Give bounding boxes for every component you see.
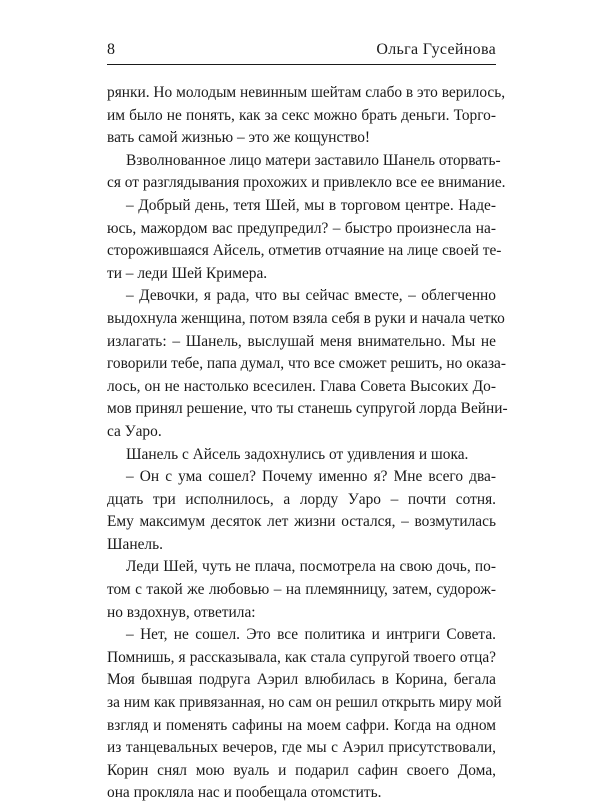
text-line: ти – леди Шей Кримера. — [107, 264, 268, 282]
text-line: Моя бывшая подруга Аэрил влюбилась в Корина, бегала — [107, 671, 496, 689]
text-line: са Уаро. — [107, 422, 162, 440]
paragraph — [107, 556, 496, 624]
text-line: том с такой же любовью – на племянницу, затем, судорож- — [107, 581, 496, 599]
text-line: – Нет, не сошел. Это все политика и интриги Совета. — [126, 626, 496, 644]
text-line: она прокляла нас и пообещала отомстить. — [107, 784, 382, 802]
paragraph — [107, 82, 506, 150]
text-line: вать самой жизнью – это же кощунство! — [107, 129, 371, 147]
text-line: взгляд и поменять сафины на моем сафри. Когда на одном — [107, 716, 496, 734]
text-line: Помнишь, я рассказывала, как стала супругой твоего отца? — [107, 648, 496, 666]
text-line: Взволнованное лицо матери заставило Шанель оторвать- — [126, 151, 501, 169]
text-line: лось, он не настолько всесилен. Глава Совета Высоких До- — [107, 377, 496, 395]
running-head-author: Ольга Гусейнова — [376, 41, 496, 58]
text-line: юсь, мажордом вас предупредил? – быстро произнесла на- — [107, 219, 496, 237]
text-line: ся от разглядывания прохожих и привлекло все ее внимание. — [107, 174, 506, 192]
text-line: Корин снял мою вуаль и подарил сафин своего Дома, — [107, 761, 496, 779]
text-line: мов принял решение, что ты станешь супругой лорда Вейни- — [107, 400, 508, 418]
text-line: выдохнула женщина, потом взяла себя в руки и начала четко — [107, 309, 505, 327]
text-line: дцать три исполнилось, а лорду Уаро – почти сотня. — [107, 490, 496, 508]
text-line: за ним как привязанная, но сам он решил открыть миру мой — [107, 694, 502, 712]
text-line: – Девочки, я рада, что вы сейчас вместе, – облегченно — [126, 287, 496, 305]
text-line: рянки. Но молодым невинным шейтам слабо в это верилось, — [107, 84, 506, 101]
paragraph — [107, 466, 496, 556]
header-rule — [107, 64, 496, 65]
paragraph — [107, 150, 506, 195]
text-line: но вздохнув, ответила: — [107, 603, 256, 621]
text-line: сторожившаяся Айсель, отметив отчаяние на лице своей те- — [107, 242, 502, 260]
paragraph — [107, 444, 496, 467]
text-line: Ему максимум десяток лет жизни остался, – возмутилась — [107, 513, 496, 531]
text-line: из танцевальных вечеров, где мы с Аэрил присутствовали, — [107, 739, 496, 757]
text-line: излагать: – Шанель, выслушай меня внимательно. Мы не — [107, 332, 496, 350]
paragraph — [107, 285, 508, 443]
text-line: Шанель с Айсель задохнулись от удивления и шока. — [126, 445, 469, 463]
paragraph — [107, 624, 502, 805]
text-line: – Он с ума сошел? Почему именно я? Мне всего два- — [126, 468, 496, 486]
page-header — [107, 40, 496, 62]
body-text — [107, 82, 508, 805]
paragraph — [107, 195, 502, 285]
text-line: говорили тебе, папа думал, что все сможет решить, но оказа- — [107, 355, 507, 373]
text-line: Шанель. — [107, 535, 163, 553]
page-number: 8 — [107, 41, 115, 58]
text-line: – Добрый день, тетя Шей, мы в торговом центре. Наде- — [126, 196, 496, 214]
text-line: им было не понять, как за секс можно брать деньги. Торго- — [107, 106, 496, 124]
text-line: Леди Шей, чуть не плача, посмотрела на свою дочь, по- — [126, 558, 496, 576]
